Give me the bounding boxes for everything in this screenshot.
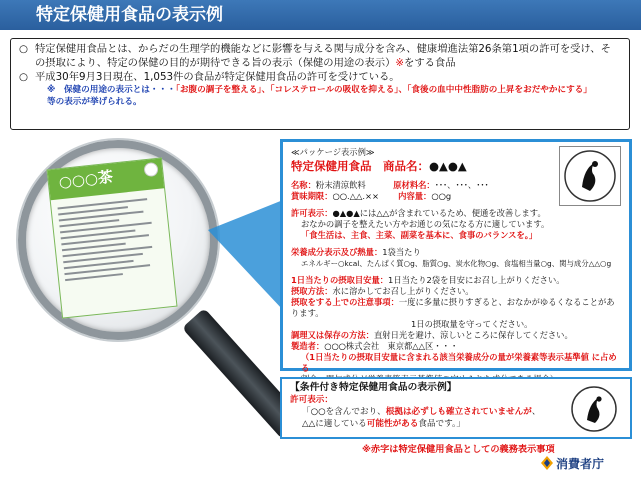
content-label: 内容量：	[398, 191, 432, 201]
intro-paragraph-2	[19, 70, 621, 84]
intro-box	[10, 38, 630, 130]
intro-mark: ※	[395, 57, 405, 69]
footer-note: ※赤字は特定保健用食品としての義務表示事項	[362, 444, 555, 455]
storage-value: 直射日光を避け、涼しいところに保存してください。	[373, 330, 573, 340]
caution-value-2: 1日の摂取量を守ってください。	[411, 319, 533, 329]
name-value: 粉末清涼飲料	[315, 180, 366, 190]
method-value: 水に溶かしてお召し上がりください。	[332, 286, 474, 296]
cond-red-2: 可能性がある	[366, 419, 419, 429]
package-image	[46, 157, 177, 318]
cond-text-b: 、	[531, 407, 541, 417]
package-label-panel	[280, 139, 632, 371]
cond-text-c: △△に適している	[302, 419, 367, 429]
expiry-value: ○○.△△.××	[332, 191, 379, 201]
cond-text-d: 食品です。」	[418, 419, 465, 429]
daily-value: 1日当たり2袋を目安にお召し上がりください。	[388, 275, 565, 285]
note-lead: ※ 保健の用途の表示とは・・・	[47, 85, 176, 95]
intro-text-2: 平成30年9月3日現在、1,053件の食品が特定保健用食品の許可を受けている。	[35, 71, 400, 83]
conditional-permit-label: 許可表示：	[290, 395, 333, 405]
product-label: 商品名：	[383, 159, 429, 173]
footnote-red: （1日当たりの摂取目安量に含まれる該当栄養成分の量が栄養素等表示基準値 に占める	[301, 352, 617, 373]
permit-label: 許可表示：	[291, 208, 333, 218]
method-label: 摂取方法：	[291, 286, 333, 296]
caution-label: 摂取をする上での注意事項：	[291, 297, 399, 307]
daily-label: 1日当たりの摂取目安量：	[291, 275, 389, 285]
intro-text-1b: をする食品	[404, 57, 456, 69]
intro-text-1a: 特定保健用食品とは、からだの生理学的機能などに影響を与える関与成分を含み、健康増進法第26条第1項の許可を受け、その摂取により、特定の保健の目的が期待できる旨の表示（保健の用途の表示）	[35, 43, 611, 69]
conditional-tokuho-box	[280, 377, 632, 439]
storage-label: 調理又は保存の方法：	[291, 330, 374, 340]
conditional-tokuho-logo-icon	[568, 382, 620, 436]
nutrition-basis: 1袋当たり	[382, 247, 421, 257]
nutrition-label: 栄養成分表示及び熱量：	[291, 247, 383, 257]
note-tail: 等の表示が挙げられる。	[47, 97, 142, 107]
caution-value-1: 一度に多量に摂りすぎると、おなかがゆるくなることがあります。	[291, 297, 615, 318]
maker-label: 製造者：	[291, 341, 325, 351]
panel-section-title: ≪パッケージ表示例≫	[291, 147, 375, 157]
nutrition-block	[291, 247, 621, 269]
expiry-label: 賞味期限：	[291, 191, 333, 201]
product-value: ●▲●▲	[429, 159, 467, 173]
permit-text-2: おなかの調子を整えたい方やお通じの気になる方に適しています。	[301, 219, 550, 229]
content-value: ○○g	[431, 191, 452, 201]
callout-connector	[208, 200, 283, 310]
nutrition-values: エネルギー○kcal、たんぱく質○g、脂質○g、炭水化物○g、食塩相当量○g、関与成分△△○g	[301, 259, 612, 268]
package-brand: ○○○茶	[48, 158, 165, 200]
usage-block	[291, 275, 621, 385]
raw-value: ･･･、･･･、･･･	[434, 180, 489, 190]
bullet-icon: ○	[19, 43, 28, 55]
maker-value: ○○○株式会社 東京都△△区・・・	[324, 341, 459, 351]
permit-block	[291, 208, 621, 241]
intro-note	[19, 84, 621, 108]
tokuho-logo-icon	[559, 146, 621, 206]
intro-paragraph-1	[19, 42, 621, 70]
bullet-icon: ○	[19, 71, 28, 83]
category-label: 特定保健用食品	[291, 159, 372, 173]
cond-red-1: 根拠は必ずしも確立されていませんが	[385, 407, 532, 417]
agency-logo-icon	[540, 455, 554, 471]
permit-red-text: 「食生活は、主食、主菜、副菜を基本に、食事のバランスを。」	[301, 230, 538, 240]
permit-text-1: ●▲●▲には△△が含まれているため、便通を改善します。	[332, 208, 546, 218]
package-label-lines	[57, 193, 165, 285]
agency-name: 消費者庁	[556, 457, 605, 471]
name-label: 名称：	[291, 180, 316, 190]
cond-text-a: 「○○を含んでおり、	[302, 407, 386, 417]
conditional-title: 【条件付き特定保健用食品の表示例】	[290, 382, 457, 393]
raw-label: 原材料名：	[393, 180, 435, 190]
note-examples: 「お腹の調子を整える」、「コレステロールの吸収を抑える」、「食後の血中中性脂肪の上昇をおだやかにする」	[175, 85, 592, 95]
page-title: 特定保健用食品の表示例	[0, 0, 641, 30]
